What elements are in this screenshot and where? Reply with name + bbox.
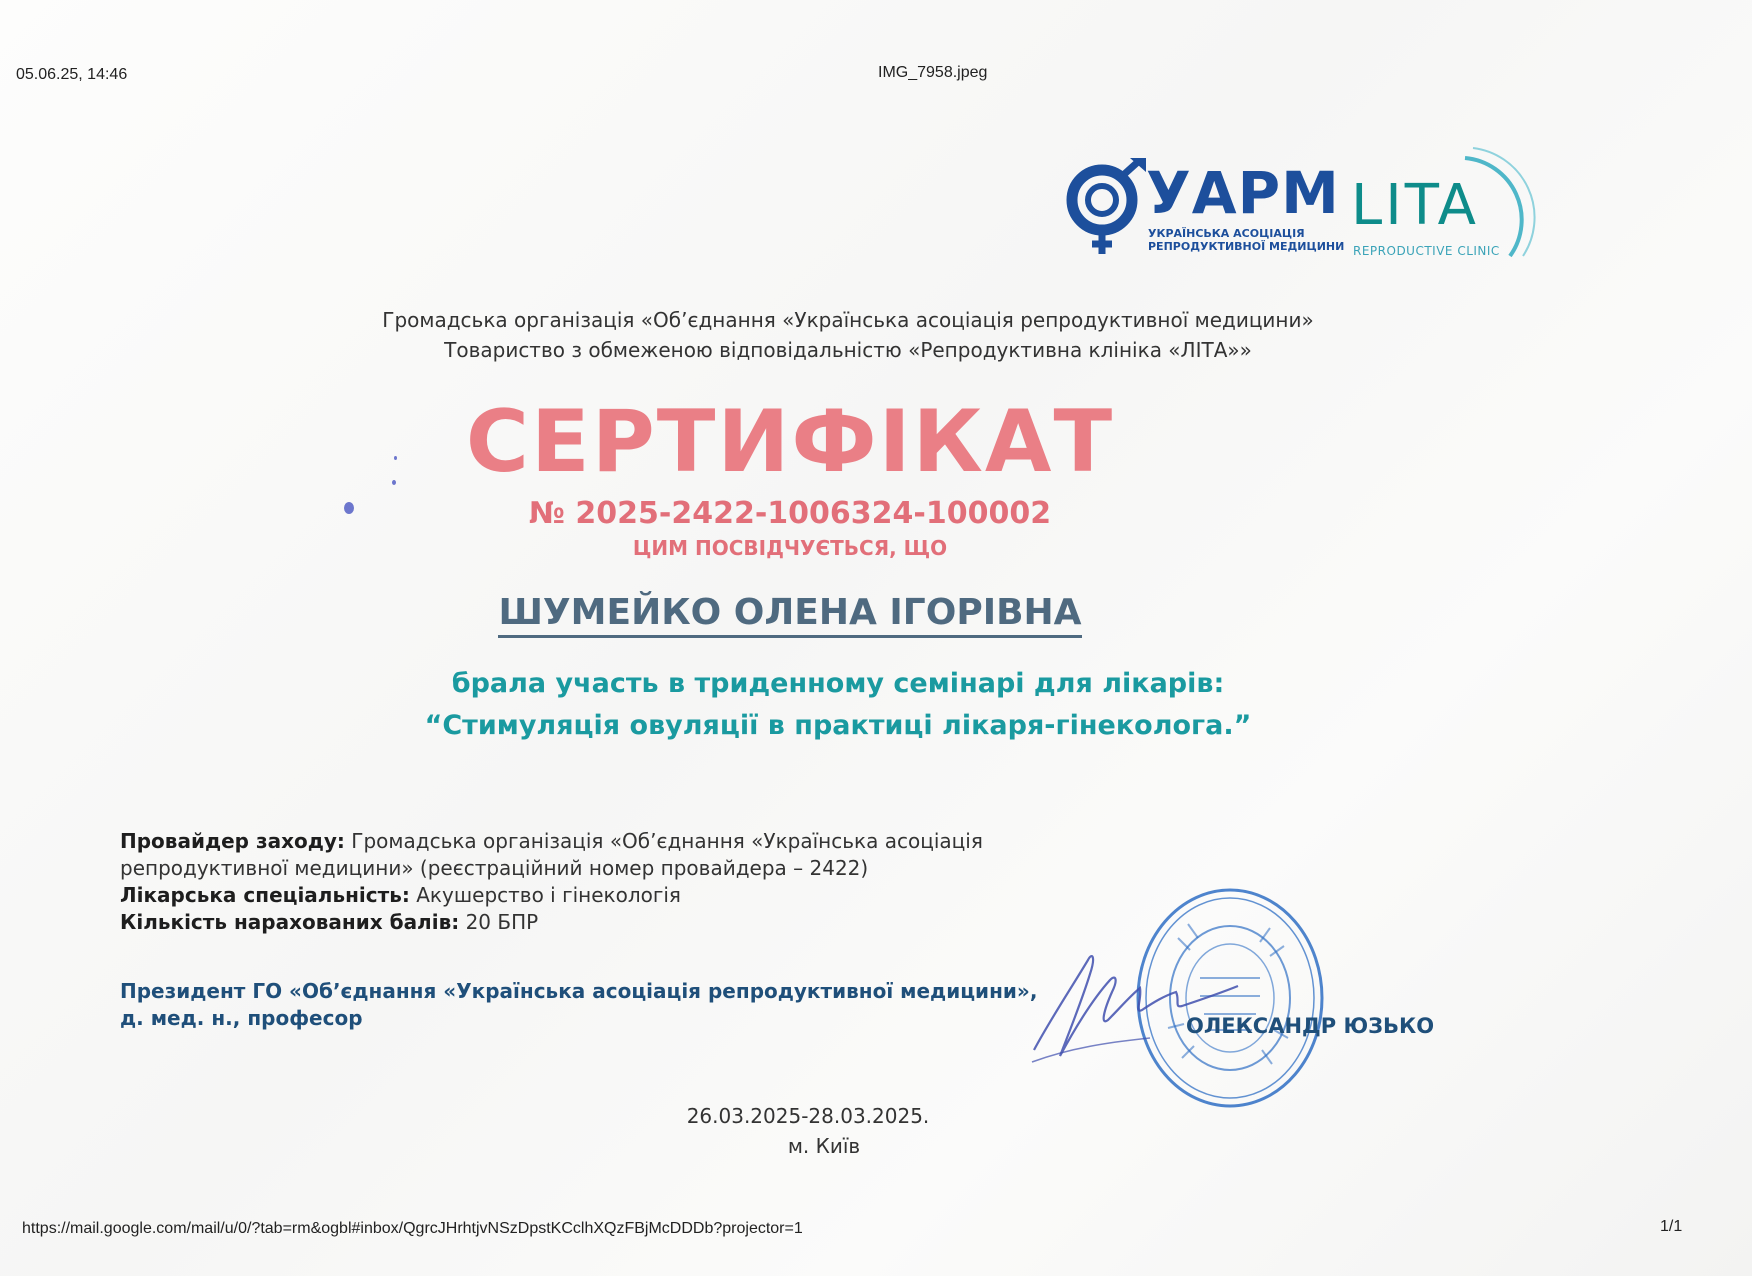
certificate-number: № 2025-2422-1006324-100002: [528, 496, 1052, 531]
president-title-line-1: Президент ГО «Об’єднання «Українська асоціація репродуктивної медицини»,: [120, 979, 1038, 1003]
president-title-line-2: д. мед. н., професор: [120, 1006, 363, 1030]
uarm-subtitle-line2: РЕПРОДУКТИВНОЇ МЕДИЦИНИ: [1148, 239, 1345, 253]
signer-name: ОЛЕКСАНДР ЮЗЬКО: [1186, 1014, 1435, 1038]
lita-logo: [1345, 138, 1565, 268]
ink-speck: [392, 480, 396, 485]
specialty-value: Акушерство і гінекологія: [416, 883, 681, 907]
uarm-logo-subtitle: [1148, 228, 1344, 253]
specialty-label: Лікарська спеціальність:: [120, 883, 410, 907]
event-dates: 26.03.2025-28.03.2025.: [686, 1104, 930, 1128]
lita-logo-word: LITA: [1351, 173, 1479, 238]
print-date: 05.06.25, 14:46: [16, 66, 128, 83]
event-details: [120, 828, 983, 936]
points-line: [120, 909, 983, 936]
print-page-number: 1/1: [1660, 1218, 1683, 1235]
points-value: 20 БПР: [465, 910, 539, 934]
provider-value-2: репродуктивної медицини» (реєстраційний номер провайдера – 2422): [120, 856, 869, 880]
ink-speck: [394, 456, 397, 460]
ink-speck: [344, 502, 354, 514]
certifies-text: ЦИМ ПОСВІДЧУЄТЬСЯ, ЩО: [632, 536, 948, 560]
certificate-title: СЕРТИФІКАТ: [465, 392, 1115, 492]
uarm-subtitle-line1: УКРАЇНСЬКА АСОЦІАЦІЯ: [1148, 227, 1305, 240]
signature-scribble: [1030, 930, 1250, 1070]
organization-line-2: Товариство з обмеженою відповідальністю «Репродуктивна клініка «ЛІТА»»: [444, 338, 1252, 362]
participation-line-1: брала участь в триденному семінарі для лікарів:: [451, 668, 1225, 699]
specialty-line: [120, 882, 983, 909]
uarm-logo-word: УАРМ: [1146, 159, 1340, 227]
print-url: https://mail.google.com/mail/u/0/?tab=rm&ogbl#inbox/QgrcJHrhtjvNSzDpstKCclhXQzFBjMcDDDb?projector=1: [22, 1220, 803, 1237]
recipient-name-block: [0, 592, 1666, 633]
seminar-title: “Стимуляція овуляції в практиці лікаря-гінеколога.”: [424, 710, 1252, 741]
print-filename: IMG_7958.jpeg: [878, 64, 988, 81]
organization-line-1: Громадська організація «Об’єднання «Українська асоціація репродуктивної медицини»: [382, 308, 1314, 332]
president-title: [120, 978, 1037, 1032]
uarm-symbol-icon: [1060, 158, 1150, 258]
lita-logo-subtitle: REPRODUCTIVE CLINIC: [1353, 244, 1500, 258]
uarm-logo: [1060, 158, 1345, 258]
recipient-name: ШУМЕЙКО ОЛЕНА ІГОРІВНА: [498, 592, 1081, 638]
provider-label: Провайдер заходу:: [120, 829, 345, 853]
event-city: м. Київ: [787, 1134, 861, 1158]
provider-value-1: Громадська організація «Об’єднання «Українська асоціація: [351, 829, 983, 853]
provider-line-1: [120, 828, 983, 855]
points-label: Кількість нарахованих балів:: [120, 910, 460, 934]
